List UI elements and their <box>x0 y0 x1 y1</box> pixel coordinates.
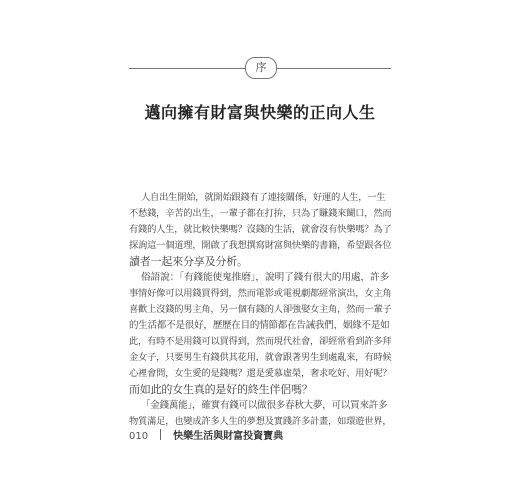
text-line: 有錢的人生，就比較快樂嗎？沒錢的生活，就會沒有快樂嗎？為了 <box>129 224 392 235</box>
text-line: 探詢這一個道理，開啟了我想撰寫財富與快樂的書籍，希望跟各位 <box>129 240 392 251</box>
text-line: 物質滿足，也變成許多人生的夢想及實踐許多計畫，如環遊世界， <box>129 416 392 427</box>
text-line: 金女子，只要男生有錢供其花用，就會跟著男生到處亂來，有時候 <box>129 352 392 363</box>
text-line: 喜歡上沒錢的男主角，另一個有錢的人卻強娶女主角，然而一輩子 <box>129 304 392 315</box>
text-line: 人自出生開始，就開始跟錢有了連接關係，好運的人生，一生 <box>141 192 386 203</box>
text-line: 而如此的女生真的是好的終生伴侶嗎？ <box>129 383 313 396</box>
book-title: 快樂生活與財富投資寶典 <box>173 431 284 442</box>
text-line: 俗語說：「有錢能使鬼推磨」，說明了錢有很大的用處，許多 <box>141 272 390 283</box>
text-line: 的生活都不是很好，歷歷在目的情節都在告誡我們，姻緣不是如 <box>129 320 390 331</box>
text-line: 事情好像可以用錢買得到，然而電影或電視劇都經常演出，女主角 <box>129 288 392 299</box>
footer-divider <box>160 429 161 440</box>
text-line: 不愁錢，辛苦的出生，一輩子都在打拚，只為了賺錢來餬口，然而 <box>129 208 392 219</box>
preface-badge: 序 <box>245 57 277 79</box>
text-line: 「金錢萬能」，確實有錢可以做很多春秋大夢，可以買來許多 <box>141 400 388 411</box>
text-line: 讀者一起來分享及分析。 <box>129 255 248 268</box>
chapter-title: 邁向擁有財富與快樂的正向人生 <box>144 103 376 122</box>
page-footer <box>129 429 283 445</box>
page-number: 010 <box>129 431 149 442</box>
text-line: 心裡會問，女生愛的是錢嗎？還是愛慕虛榮，奢求吃好、用好呢？ <box>129 368 392 379</box>
text-line: 此，有時不是用錢可以買得到，然而現代社會，卻經常看到許多拜 <box>129 336 392 347</box>
